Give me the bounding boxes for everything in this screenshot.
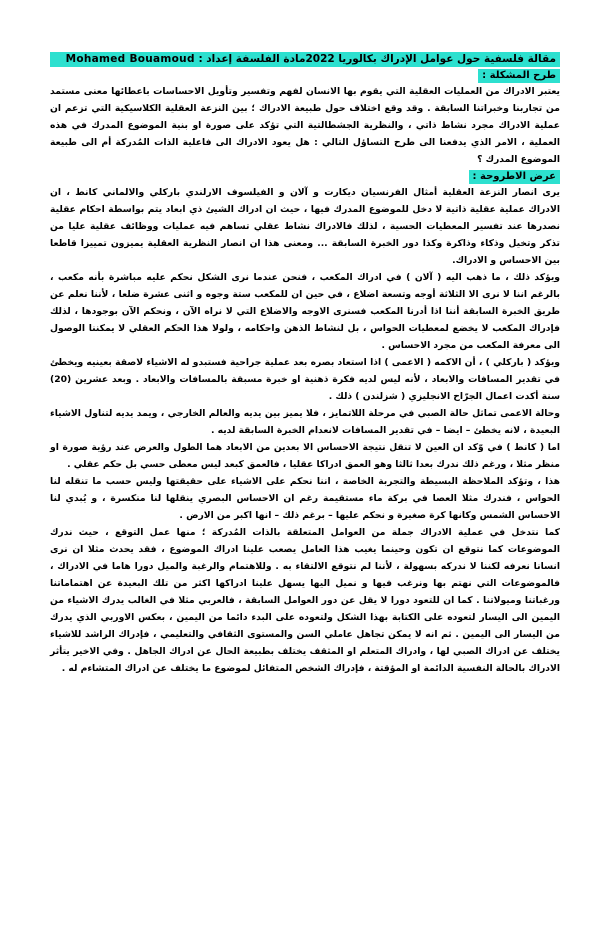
- document-title: مقالة فلسفية حول عوامل الإدراك بكالوريا 2022مادة الفلسفة إعداد :: [198, 53, 556, 65]
- author-name: Mohamed Bouamoud: [65, 53, 195, 65]
- paragraph: اما ( كانط ) في وّكد ان العين لا تنقل نتيجة الاحساس الا بعدين من الابعاد هما الطول والعرض عند رؤية صورة او منظر مثلا ، ورغم ذلك ندرك بعدا ثالثا وهو العمق ادراكا عقليا ، فالعمق كبعد ليس معطى حسي بل حكم عقلي .: [50, 442, 560, 470]
- section-heading-problem: طرح المشكلة :: [478, 69, 560, 83]
- paragraph: ويؤكد ذلك ، ما ذهب اليه ( آلان ) في ادراك المكعب ، فنحن عندما نرى الشكل نحكم عليه مباشرة بأنه مكعب ، بالرغم اننا لا نرى الا الثلاثة أوجه وتسعة اضلاع ، في حين ان للمكعب ستة وجوه و اثنى عشرة ضلعا ، لأننا نعلم عن طريق الخبرة السابقة أننا اذا أدرنا المكعب فسنرى الاوجه والاضلاع التي لا نراه الآن ، ونحكم الآن بوجودها ، لذلك فإدراك المكعب لا يخضع لمعطيات الحواس ، بل لنشاط الذهن واحكامه ، ولولا هذا الحكم العقلي لا يمكننا الوصول الى معرفة المكعب من مجرد الاحساس .: [50, 272, 560, 351]
- paragraph: هذا ، وتؤكد الملاحظة البسيطة والتجربة الخاصة ، اننا نحكم على الاشياء على حقيقتها وليس حسب ما تنقله لنا الحواس ، فندرك مثلا العصا في بركة ماء مستقيمة رغم ان الاحساس البصري ينقلها لنا منكسرة ، و يُبدي لنا الاحساس الشمس وكانها كرة صغيرة و نحكم عليها – برغم ذلك – انها اكبر من الارض .: [50, 476, 560, 521]
- paragraph: وحالة الاعمى تماثل حالة الصبي في مرحلة اللاتمايز ، فلا يميز بين يديه والعالم الخارجي ، ويمد يديه لتناول الاشياء البعيدة ، لانه يخطئ – ايضا – في تقدير المسافات لانعدام الخبرة السابقة لديه .: [50, 408, 560, 436]
- paragraph: ويؤكد ( باركلي ) ، أن الاكمه ( الاعمى ) اذا استعاد بصره بعد عملية جراحية فستبدو له الاشياء لاصقة بعينيه ويخطئ في تقدير المسافات والابعاد ، لأنه ليس لديه فكرة ذهنية او خبرة مسبقة بالمسافات والابعاد . وبعد عشرين (20) سنة أكدت اعمال الجرّاح الانجليزي ( شزلندن ) ذلك .: [50, 357, 560, 402]
- paragraph: يعتبر الادراك من العمليات العقلية التي يقوم بها الانسان لفهم وتفسير وتأويل الاحساسات باعطائها معنى مستمد من تجاربنا وخبراتنا السابقة . وقد وقع اختلاف حول طبيعة الادراك ؛ بين النزعة العقلية الكلاسيكية التي تزعم ان عملية الادراك مجرد نشاط ذاتي ، والنظرية الجشطالتية التي تؤكد على صورة او بنية الموضوع المدرك في هذه العملية ، الامر الذي يدفعنا الى طرح التساؤل التالي : هل يعود الادراك الى فاعلية الذات المُدركة أم الى طبيعة الموضوع المدرك ؟: [50, 86, 560, 165]
- document-title-bar: [50, 52, 560, 67]
- section-heading-thesis: عرض الاطروحة :: [469, 170, 560, 184]
- paragraph: يرى انصار النزعة العقلية أمثال الفرنسيان ديكارت و آلان و الفيلسوف الارلندي باركلي والالماني كانط ، ان الادراك عملية عقلية ذاتية لا دخل للموضوع المدرك فيها ، حيث ان ادراك الشيئ ذي ابعاد يتم بواسطة احكام عقلية نصدرها عند تفسير المعطيات الحسية ، لذلك فالادراك نشاط عقلي تساهم فيه عمليات ووظائف عقلية عليا من تذكر وتخيل وذكاء وذاكرة وكذا دور الخبرة السابقة ... ومعنى هذا ان انصار النظرية العقلية يميزون تمييزا قاطعا بين الاحساس و الادراك.: [50, 187, 560, 266]
- paragraph: كما نتدخل في عملية الادراك جملة من العوامل المتعلقة بالذات المُدركة ؛ منها عمل التوقع ، حيث ندرك الموضوعات كما نتوقع ان تكون وحينما يغيب هذا العامل يصعب علينا ادراك الموضوع ، فقد يحدث مثلا ان نرى انسانا نعرفه لكننا لا ندركه بسهولة ، لأننا لم نتوقع الالتقاء به . وللاهتمام والرغبة والميل دورا هاما في الادراك ، فالموضوعات التي نهتم بها ونرغب فيها و نميل اليها يسهل علينا ادراكها اكثر من تلك البعيدة عن اهتماماتنا ورغباتنا وميولاتنا . كما ان للتعود دورا لا يقل عن دور العوامل السابقة ، فالعربي مثلا في الغالب يدرك الاشياء من اليمين الى اليسار لتعوده على الكتابة بهذا الشكل ولتعوده على البدء دائما من اليمين ، بعكس الاوربي الذي يدرك من اليسار الى اليمين . ثم انه لا يمكن تجاهل عاملي السن والمستوى الثقافي والتعليمي ، فإدراك الراشد للاشياء يختلف عن ادراك الصبي لها ، وادراك المتعلم او المثقف يختلف بطبيعة الحال عن ادراك الجاهل . وفي الاخير يتأثر الادراك بالحالة النفسية الدائمة او المؤقتة ، فإدراك الشخص المتفائل لموضوع ما يختلف عن ادراك المتشاءم له .: [50, 527, 560, 674]
- article-page: [50, 52, 560, 677]
